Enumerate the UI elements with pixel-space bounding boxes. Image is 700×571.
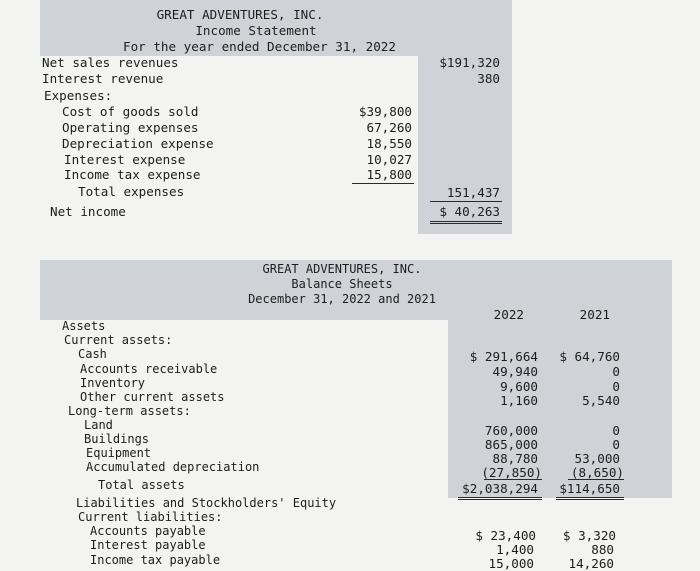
operating-expenses-label: Operating expenses — [62, 120, 199, 135]
interest-expense-label: Interest expense — [64, 152, 186, 167]
operating-expenses-value: 67,260 — [366, 120, 412, 135]
bs-period: December 31, 2022 and 2021 — [248, 292, 436, 306]
long-term-assets-heading: Long-term assets: — [68, 404, 191, 418]
current-assets-heading: Current assets: — [64, 333, 173, 347]
other-current-assets-label: Other current assets — [80, 390, 225, 404]
other-current-assets-2021: 5,540 — [582, 393, 620, 408]
is-company-name: GREAT ADVENTURES, INC. — [156, 7, 324, 22]
inventory-2022: 9,600 — [500, 379, 538, 394]
accumulated-depreciation-2021: (8,650) — [570, 465, 624, 480]
accounts-payable-2022: $ 23,400 — [475, 528, 536, 543]
interest-payable-label: Interest payable — [90, 538, 206, 552]
net-income-label: Net income — [50, 204, 126, 219]
total-assets-double-rule-2022 — [458, 497, 542, 500]
accounts-receivable-2022: 49,940 — [492, 364, 538, 379]
equipment-label: Equipment — [86, 446, 152, 460]
cash-2021: $ 64,760 — [559, 349, 620, 364]
accounts-receivable-2021: 0 — [612, 364, 620, 379]
column-header-2021: 2021 — [579, 307, 610, 322]
land-2021: 0 — [612, 423, 620, 438]
equipment-2022: 88,780 — [492, 451, 538, 466]
cash-2022: $ 291,664 — [469, 349, 538, 364]
bs-company-name: GREAT ADVENTURES, INC. — [262, 262, 422, 276]
income-tax-payable-2021: 14,260 — [568, 556, 614, 571]
accumulated-depreciation-2022: (27,850) — [481, 465, 542, 480]
buildings-2022: 865,000 — [484, 437, 538, 452]
total-assets-label: Total assets — [98, 478, 185, 492]
total-expenses-label: Total expenses — [78, 184, 185, 199]
net-sales-value: $191,320 — [439, 55, 500, 70]
total-assets-double-rule-2021 — [556, 497, 624, 500]
interest-payable-2021: 880 — [591, 542, 614, 557]
depreciation-expense-value: 18,550 — [366, 136, 412, 151]
interest-expense-value: 10,027 — [366, 152, 412, 167]
cash-label: Cash — [78, 347, 107, 361]
buildings-label: Buildings — [84, 432, 150, 446]
total-assets-2022: $2,038,294 — [462, 481, 538, 496]
inventory-2021: 0 — [612, 379, 620, 394]
land-2022: 760,000 — [484, 423, 538, 438]
net-income-double-rule — [430, 221, 502, 224]
income-tax-expense-value: 15,800 — [366, 167, 412, 182]
cogs-label: Cost of goods sold — [62, 104, 199, 119]
column-header-2022: 2022 — [493, 307, 524, 322]
expenses-heading: Expenses: — [44, 88, 113, 103]
accounts-receivable-label: Accounts receivable — [80, 362, 218, 376]
accumulated-depreciation-rule-2021 — [568, 479, 624, 480]
income-tax-expense-label: Income tax expense — [64, 167, 201, 182]
accumulated-depreciation-label: Accumulated depreciation — [86, 460, 260, 474]
bs-title: Balance Sheets — [291, 277, 393, 291]
other-current-assets-2022: 1,160 — [500, 393, 538, 408]
liabilities-equity-heading: Liabilities and Stockholders' Equity — [76, 496, 337, 510]
accounts-payable-2021: $ 3,320 — [562, 528, 616, 543]
is-title: Income Statement — [195, 23, 317, 38]
accounts-payable-label: Accounts payable — [90, 524, 206, 538]
total-expenses-value: 151,437 — [446, 185, 500, 200]
total-expenses-rule — [430, 201, 502, 202]
accumulated-depreciation-rule-2022 — [484, 479, 542, 480]
buildings-2021: 0 — [612, 437, 620, 452]
interest-payable-2022: 1,400 — [496, 542, 534, 557]
net-sales-label: Net sales revenues — [42, 55, 179, 70]
interest-revenue-value: 380 — [477, 71, 500, 86]
income-tax-payable-2022: 15,000 — [488, 556, 534, 571]
expenses-subtotal-rule — [352, 183, 414, 184]
income-tax-payable-label: Income tax payable — [90, 553, 221, 567]
equipment-2021: 53,000 — [574, 451, 620, 466]
interest-revenue-label: Interest revenue — [42, 71, 164, 86]
inventory-label: Inventory — [80, 376, 146, 390]
total-assets-2021: $114,650 — [559, 481, 620, 496]
current-liabilities-heading: Current liabilities: — [78, 510, 223, 524]
assets-heading: Assets — [62, 319, 106, 333]
depreciation-expense-label: Depreciation expense — [62, 136, 214, 151]
land-label: Land — [84, 418, 113, 432]
net-income-value: $ 40,263 — [439, 204, 500, 219]
cogs-value: $39,800 — [358, 104, 412, 119]
is-period: For the year ended December 31, 2022 — [123, 39, 396, 54]
